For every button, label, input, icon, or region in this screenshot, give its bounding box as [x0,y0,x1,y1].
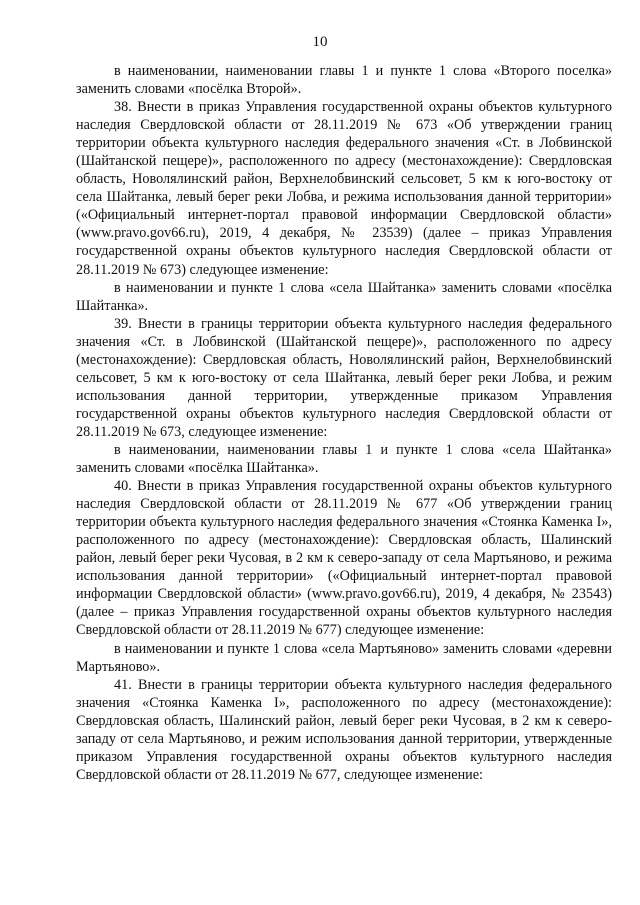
paragraph-replace-shaitanka-1: в наименовании и пункте 1 слова «села Шайтанка» заменить словами «посёлка Шайтанка». [76,279,612,314]
document-body [76,62,612,784]
paragraph-replace-martyanovo: в наименовании и пункте 1 слова «села Мартьяново» заменить словами «деревни Мартьяново». [76,640,612,675]
paragraph-replace-vtoroy: в наименовании, наименовании главы 1 и пункте 1 слова «Второго поселка» заменить словами «посёлка Второй». [76,63,612,98]
paragraph-item-40: 40. Внести в приказ Управления государственной охраны объектов культурного наследия Свердловской области от 28.11.2019 № 677 «Об утверждении границ территории объекта культурного наследия федерального значения «Стоянка Каменка I», расположенного по адресу (местонахождение): Свердловская область, Шалинский район, левый берег реки Чусовая, в 2 км к северо-западу от села Мартьяново, и режима использования данной территории» («Официальный интернет-портал правовой информации Свердловской области» (www.pravo.gov66.ru), 2019, 4 декабря, № 23543) (далее – приказ Управления государственной охраны объектов культурного наследия Свердловской области от 28.11.2019 № 677) следующее изменение: [76,478,612,639]
page-number: 10 [312,34,328,50]
paragraph-item-39: 39. Внести в границы территории объекта культурного наследия федерального значения «Ст. в Лобвинской (Шайтанской пещере)», расположенного по адресу (местонахождение): Свердловская область, Новолялинский район, Верхнелобвинский сельсовет, 5 км к юго-востоку от села Шайтанка, левый берег реки Лобва, и режим использования данной территории, утвержденные приказом Управления государственной охраны объектов культурного наследия Свердловской области от 28.11.2019 № 673, следующее изменение: [76,315,612,440]
paragraph-item-41: 41. Внести в границы территории объекта культурного наследия федерального значения «Стоянка Каменка I», расположенного по адресу (местонахождение): Свердловская область, Шалинский район, левый берег реки Чусовая, в 2 км к северо-западу от села Мартьяново, и режим использования данной территории, утвержденные приказом Управления государственной охраны объектов культурного наследия Свердловской области от 28.11.2019 № 677, следующее изменение: [76,676,612,783]
paragraph-item-38: 38. Внести в приказ Управления государственной охраны объектов культурного наследия Свердловской области от 28.11.2019 № 673 «Об утверждении границ территории объекта культурного наследия федерального значения «Ст. в Лобвинской (Шайтанской пещере)», расположенного по адресу (местонахождение): Свердловская область, Новолялинский район, Верхнелобвинский сельсовет, 5 км к юго-востоку от села Шайтанка, левый берег реки Лобва, и режима использования данной территории» («Официальный интернет-портал правовой информации Свердловской области» (www.pravo.gov66.ru), 2019, 4 декабря, № 23539) (далее – приказ Управления государственной охраны объектов культурного наследия Свердловской области от 28.11.2019 № 673) следующее изменение: [76,99,612,278]
paragraph-replace-shaitanka-2: в наименовании, наименовании главы 1 и пункте 1 слова «села Шайтанка» заменить словами «посёлка Шайтанка». [76,441,612,477]
